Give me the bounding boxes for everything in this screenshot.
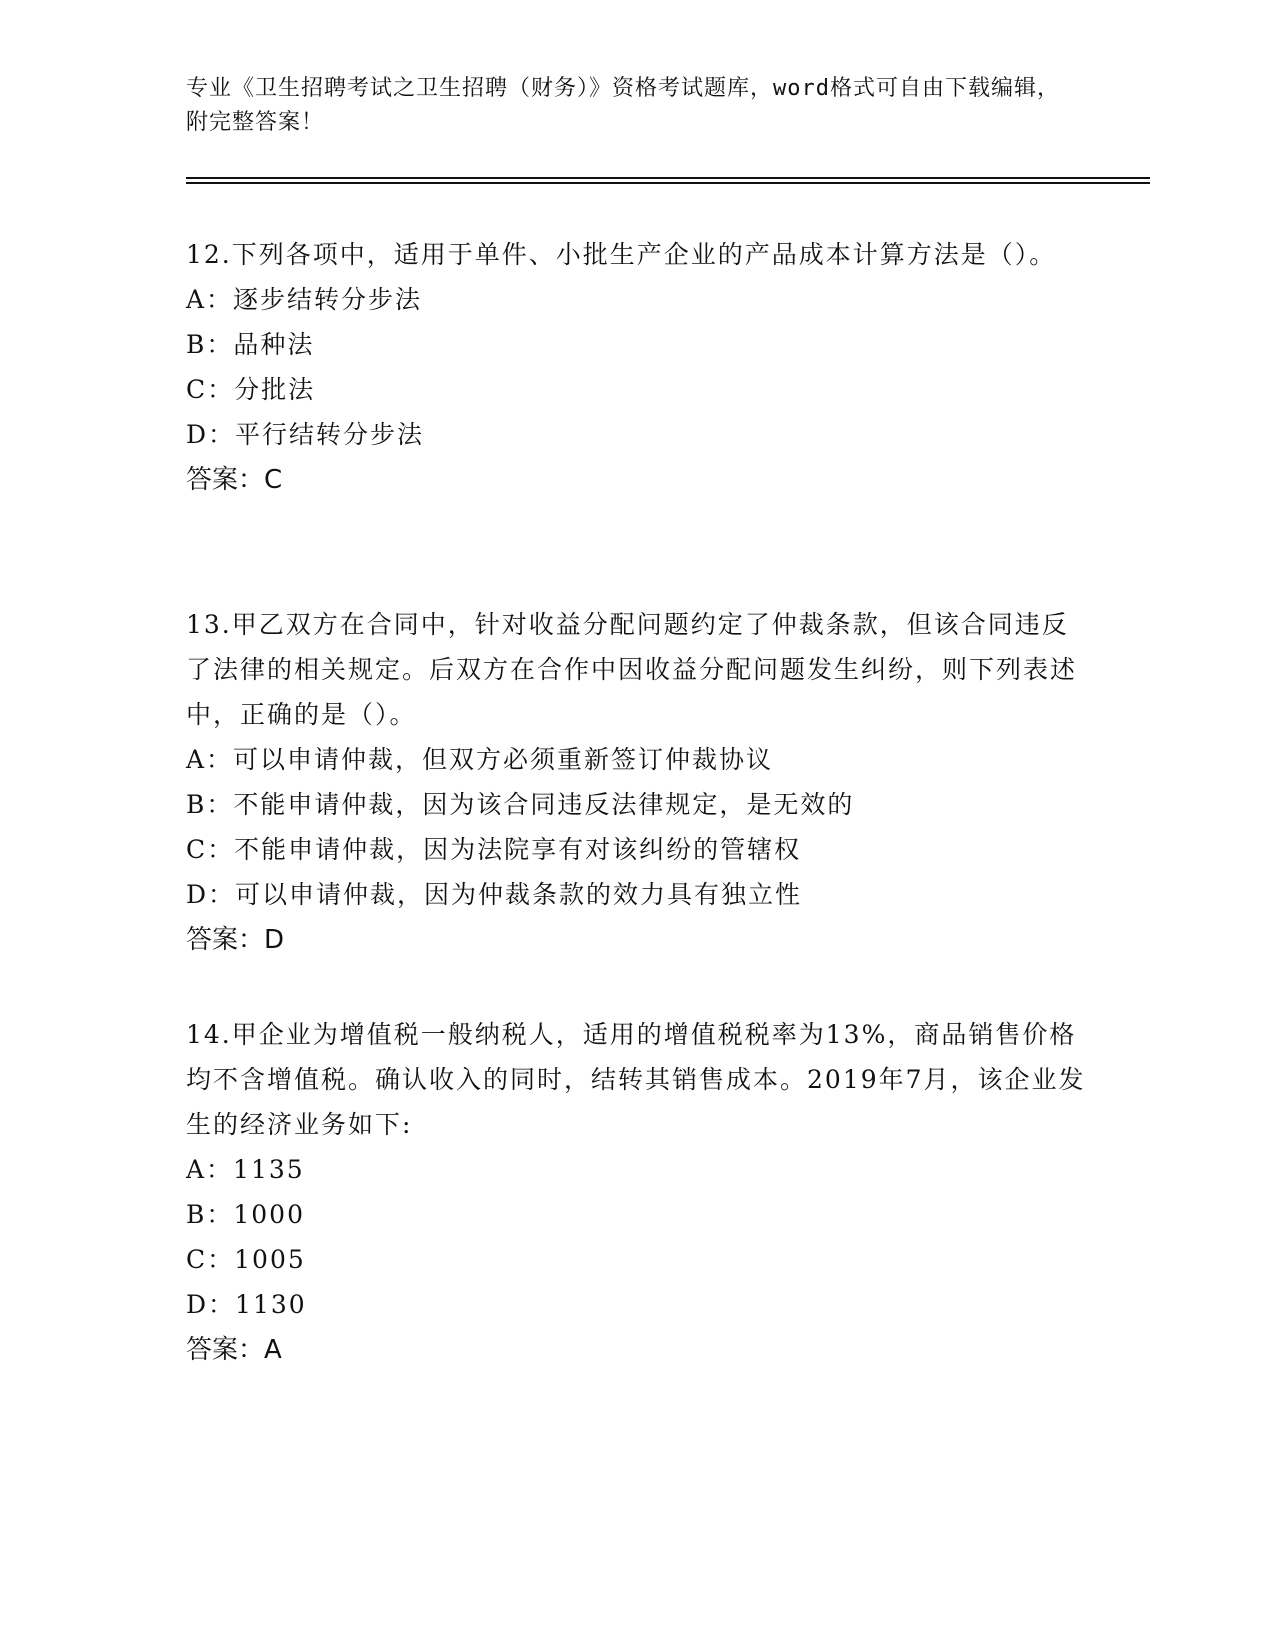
document-header: 专业《卫生招聘考试之卫生招聘（财务）》资格考试题库，word格式可自由下载编辑，附完整答案！ bbox=[186, 76, 1060, 135]
option-b: B：1000 bbox=[186, 1200, 305, 1229]
option-a: A：可以申请仲裁，但双方必须重新签订仲裁协议 bbox=[186, 745, 774, 774]
answer: 答案：D bbox=[186, 925, 285, 955]
option-d: D：1130 bbox=[186, 1290, 307, 1319]
option-a: A：1135 bbox=[186, 1155, 305, 1184]
option-b: B：品种法 bbox=[186, 330, 315, 359]
question-stem: 13.甲乙双方在合同中，针对收益分配问题约定了仲裁条款，但该合同违反了法律的相关规定。后双方在合作中因收益分配问题发生纠纷，则下列表述中，正确的是（）。 bbox=[186, 610, 1078, 729]
answer: 答案：A bbox=[186, 1335, 282, 1365]
option-c: C：不能申请仲裁，因为法院享有对该纠纷的管辖权 bbox=[186, 835, 802, 864]
option-b: B：不能申请仲裁，因为该合同违反法律规定，是无效的 bbox=[186, 790, 855, 819]
question-13 bbox=[186, 602, 1086, 963]
option-d: D：可以申请仲裁，因为仲裁条款的效力具有独立性 bbox=[186, 880, 803, 909]
question-12 bbox=[186, 232, 1086, 503]
header-divider-top bbox=[186, 177, 1150, 179]
question-stem: 12.下列各项中，适用于单件、小批生产企业的产品成本计算方法是（）。 bbox=[186, 240, 1057, 269]
option-a: A：逐步结转分步法 bbox=[186, 285, 423, 314]
option-c: C：分批法 bbox=[186, 375, 316, 404]
header-divider-bottom bbox=[186, 182, 1150, 184]
answer: 答案：C bbox=[186, 465, 283, 495]
option-d: D：平行结转分步法 bbox=[186, 420, 425, 449]
question-stem: 14.甲企业为增值税一般纳税人，适用的增值税税率为13%，商品销售价格均不含增值税。确认收入的同时，结转其销售成本。2019年7月，该企业发生的经济业务如下: bbox=[186, 1020, 1086, 1139]
option-c: C：1005 bbox=[186, 1245, 306, 1274]
question-14 bbox=[186, 1012, 1086, 1373]
